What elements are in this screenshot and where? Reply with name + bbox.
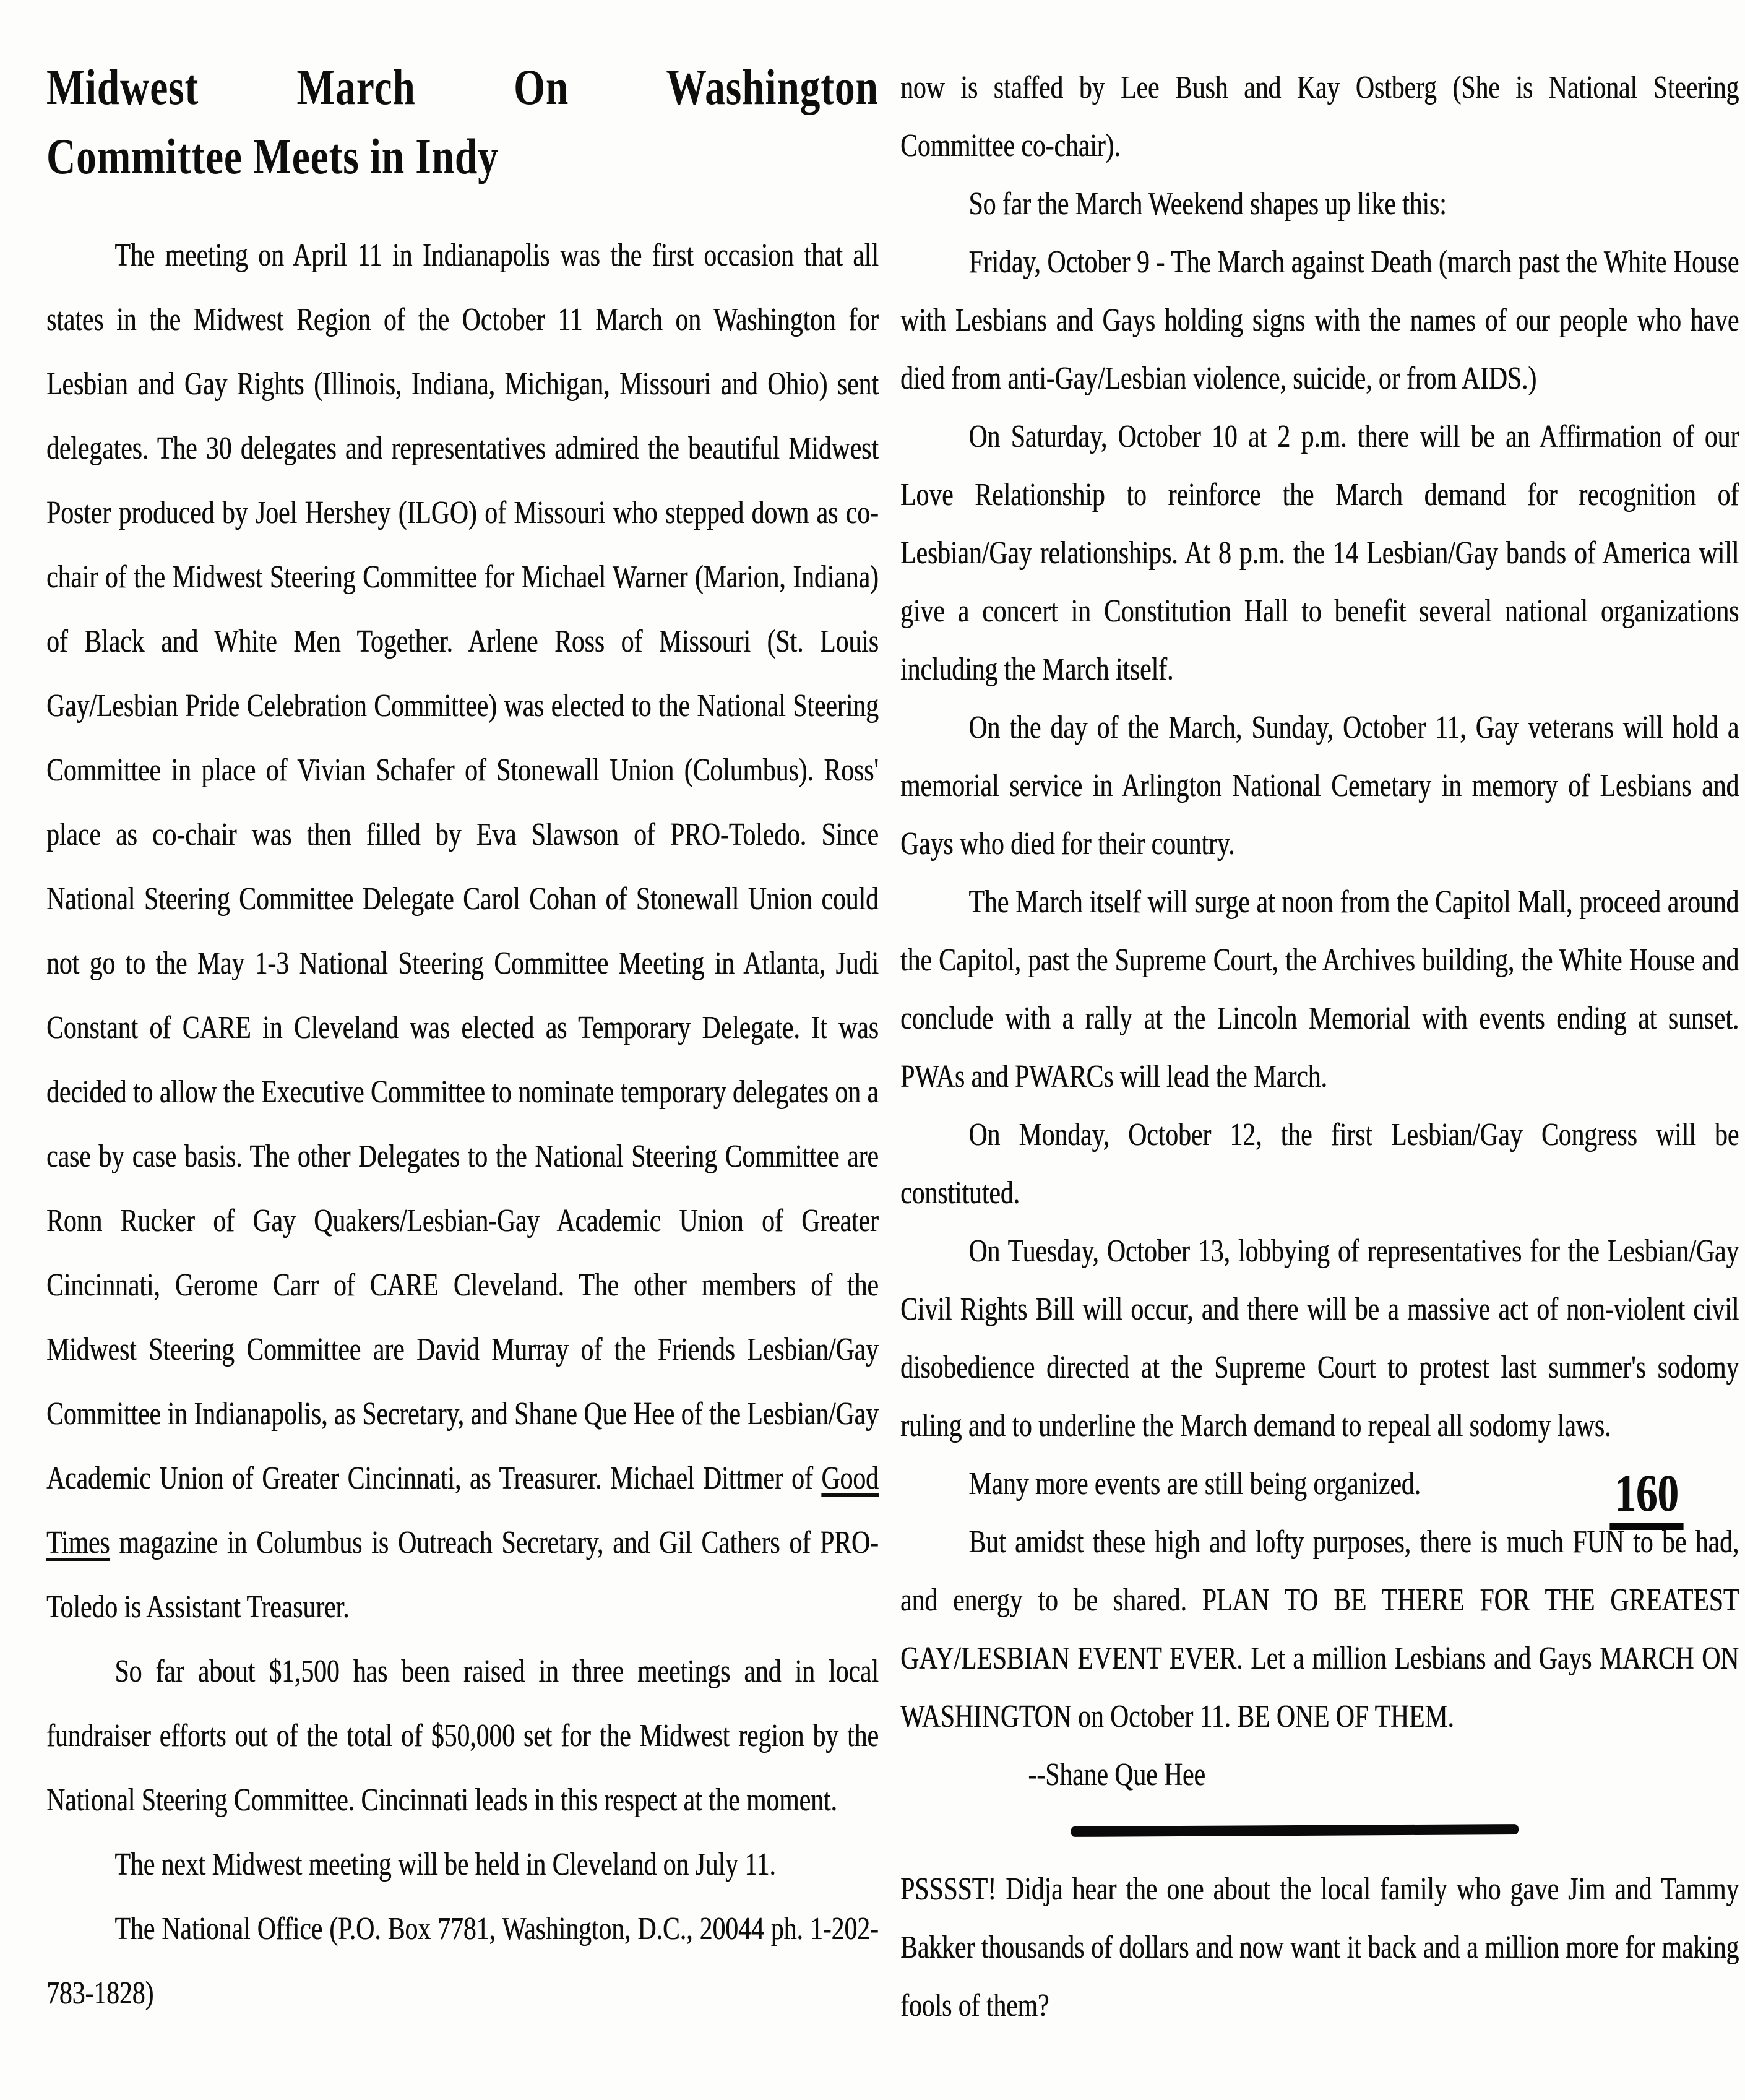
article-title	[46, 53, 879, 191]
national-office-continuation-paragraph: now is staffed by Lee Bush and Kay Ostberg (She is National Steering Committee co-chair).	[900, 70, 1739, 163]
footer-joke: PSSSST! Didja hear the one about the local family who gave Jim and Tammy Bakker thousands of dollars and now want it back and a million more for making fools of them?	[900, 1872, 1739, 2023]
more-events-paragraph: Many more events are still being organized.	[968, 1466, 1421, 1502]
page-number: 160	[1609, 1465, 1683, 1530]
intro-paragraph-text: The meeting on April 11 in Indianapolis was the first occasion that all states in the Midwest Region of the October 11 March on Washington for Lesbian and Gay Rights (Illinois, Indiana, Michigan, Missouri and Ohio) sent delegates. The 30 delegates and representatives admired the beautiful Midwest Poster produced by Joel Hershey (ILGO) of Missouri who stepped down as co-chair of the Midwest Steering Committee for Michael Warner (Marion, Indiana) of Black and White Men Together. Arlene Ross of Missouri (St. Louis Gay/Lesbian Pride Celebration Committee) was elected to the National Steering Committee in place of Vivian Schafer of Stonewall Union (Columbus). Ross' place as co-chair was then filled by Eva Slawson of PRO-Toledo. Since National Steering Committee Delegate Carol Cohan of Stonewall Union could not go to the May 1-3 National Steering Committee Meeting in Atlanta, Judi Constant of CARE in Cleveland was elected as Temporary Delegate. It was decided to allow the Executive Committee to nominate temporary delegates on a case by case basis. The other Delegates to the National Steering Committee are Ronn Rucker of Gay Quakers/Lesbian-Gay Academic Union of Greater Cincinnati, Gerome Carr of CARE Cleveland. The other members of the Midwest Steering Committee are David Murray of the Friends Lesbian/Gay Committee in Indianapolis, as Secretary, and Shane Que Hee of the Lesbian/Gay Academic Union of Greater Cincinnati, as Treasurer. Michael Dittmer of	[46, 238, 879, 1496]
saturday-events-paragraph: On Saturday, October 10 at 2 p.m. there will be an Affirmation of our Love Relationship to reinforce the March demand for recognition of Lesbian/Gay relationships. At 8 p.m. the 14 Lesbian/Gay bands of America will give a concert in Constitution Hall to benefit several national organizations including the March itself.	[900, 419, 1739, 687]
byline: --Shane Que Hee	[1028, 1757, 1205, 1792]
monday-congress-paragraph: On Monday, October 12, the first Lesbian/Gay Congress will be constituted.	[900, 1117, 1739, 1211]
intro-paragraph	[46, 223, 879, 1640]
divider-rule	[1071, 1824, 1519, 1837]
march-route-paragraph: The March itself will surge at noon from the Capitol Mall, proceed around the Capitol, past the Supreme Court, the Archives building, the White House and conclude with a rally at the Lincoln Memorial with events ending at sunset. PWAs and PWARCs will lead the March.	[900, 884, 1739, 1094]
call-to-action-paragraph: But amidst these high and lofty purposes, there is much FUN to be had, and energy to be shared. PLAN TO BE THERE FOR THE GREATEST GAY/LESBIAN EVENT EVER. Let a million Lesbians and Gays MARCH ON WASHINGTON on October 11. BE ONE OF THEM.	[900, 1524, 1739, 1734]
article-title-line-2: Committee Meets in Indy	[46, 128, 499, 184]
right-column	[900, 59, 1739, 2035]
left-column	[46, 53, 879, 2026]
march-weekend-intro-paragraph: So far the March Weekend shapes up like this:	[968, 186, 1447, 222]
intro-paragraph-continuation: magazine in Columbus is Outreach Secretary, and Gil Cathers of PRO-Toledo is Assistant Treasurer.	[46, 1525, 879, 1625]
national-office-paragraph: The National Office (P.O. Box 7781, Washington, D.C., 20044 ph. 1-202-783-1828)	[46, 1911, 879, 2011]
good-times-magazine-title: Good Times	[46, 1461, 879, 1560]
tuesday-lobbying-paragraph: On Tuesday, October 13, lobbying of representatives for the Lesbian/Gay Civil Rights Bill will occur, and there will be a massive act of non-violent civil disobedience directed at the Supreme Court to protest last summer's sodomy ruling and to underline the March demand to repeal all sodomy laws.	[900, 1234, 1739, 1443]
fundraising-paragraph: So far about $1,500 has been raised in three meetings and in local fundraiser efforts out of the total of $50,000 set for the Midwest region by the National Steering Committee. Cincinnati leads in this respect at the moment.	[46, 1654, 879, 1818]
article-title-line-1: Midwest March On Washington	[46, 59, 879, 115]
next-meeting-paragraph: The next Midwest meeting will be held in Cleveland on July 11.	[114, 1847, 776, 1882]
sunday-memorial-paragraph: On the day of the March, Sunday, October 11, Gay veterans will hold a memorial service in Arlington National Cemetary in memory of Lesbians and Gays who died for their country.	[900, 710, 1739, 862]
friday-march-against-death-paragraph: Friday, October 9 - The March against Death (march past the White House with Lesbians and Gays holding signs with the names of our people who have died from anti-Gay/Lesbian violence, suicide, or from AIDS.)	[900, 244, 1739, 396]
